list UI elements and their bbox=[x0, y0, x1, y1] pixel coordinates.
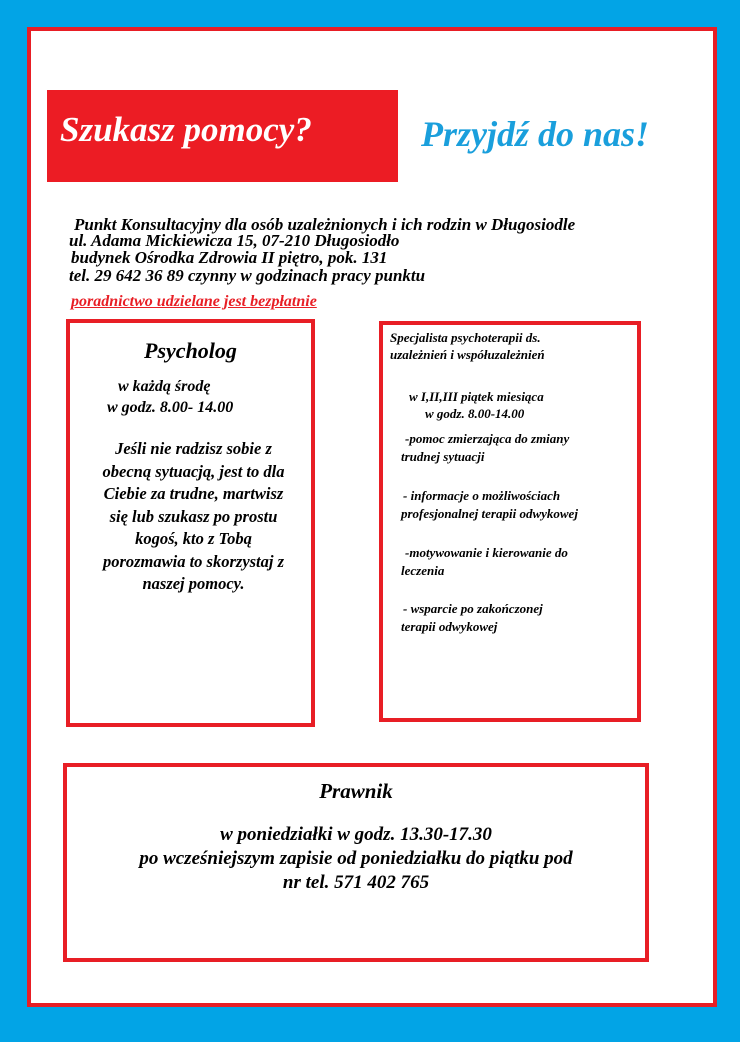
service-line: trudnej sytuacji bbox=[401, 449, 485, 464]
info-line-building: budynek Ośrodka Zdrowia II piętro, pok. 131 bbox=[71, 248, 388, 267]
psycholog-desc-line: obecną sytuacją, jest to dla bbox=[102, 461, 285, 481]
info-line-address: ul. Adama Mickiewicza 15, 07-210 Długosiodło bbox=[69, 231, 400, 250]
free-notice: poradnictwo udzielane jest bezpłatnie bbox=[71, 293, 317, 310]
header-subtitle: Przyjdź do nas! bbox=[421, 114, 650, 154]
psycholog-title: Psycholog bbox=[144, 338, 237, 363]
info-line-org: Punkt Konsultacyjny dla osób uzależnionych i ich rodzin w Długosiodle bbox=[74, 215, 576, 234]
service-line: - wsparcie po zakończonej bbox=[403, 601, 543, 616]
lawyer-title: Prawnik bbox=[319, 779, 393, 803]
specialist-service-4 bbox=[401, 600, 543, 636]
service-line: -pomoc zmierzająca do zmiany bbox=[405, 431, 570, 446]
psycholog-schedule-hours: w godz. 8.00- 14.00 bbox=[107, 399, 234, 416]
psycholog-desc-line: się lub szukasz po prostu bbox=[109, 506, 278, 526]
specialist-service-1 bbox=[401, 430, 569, 466]
lawyer-booking: po wcześniejszym zapisie od poniedziałku do piątku pod bbox=[139, 848, 573, 869]
psycholog-desc-line: naszej pomocy. bbox=[142, 574, 245, 593]
info-line-phone: tel. 29 642 36 89 czynny w godzinach pracy punktu bbox=[69, 266, 426, 285]
specialist-schedule-day: w I,II,III piątek miesiąca bbox=[409, 389, 544, 404]
lawyer-phone: nr tel. 571 402 765 bbox=[282, 872, 430, 893]
specialist-title-line: uzależnień i współuzależnień bbox=[390, 347, 545, 362]
lawyer-details bbox=[67, 823, 645, 895]
service-line: terapii odwykowej bbox=[401, 619, 498, 634]
psycholog-desc-line: kogoś, kto z Tobą bbox=[135, 529, 252, 548]
specialist-schedule-hours: w godz. 8.00-14.00 bbox=[425, 406, 525, 421]
psycholog-desc-line: porozmawia to skorzystaj z bbox=[102, 551, 285, 571]
service-line: - informacje o możliwościach bbox=[403, 488, 561, 503]
psycholog-schedule-day: w każdą środę bbox=[118, 378, 211, 395]
service-line: profesjonalnej terapii odwykowej bbox=[401, 506, 578, 521]
psycholog-desc-line: Jeśli nie radzisz sobie z bbox=[115, 439, 272, 458]
specialist-title bbox=[390, 329, 545, 363]
psycholog-desc-line: Ciebie za trudne, martwisz bbox=[103, 484, 284, 503]
specialist-service-3 bbox=[401, 544, 568, 580]
psycholog-description bbox=[70, 438, 317, 596]
service-line: leczenia bbox=[401, 563, 445, 578]
specialist-service-2 bbox=[401, 487, 578, 523]
specialist-title-line: Specjalista psychoterapii ds. bbox=[390, 330, 541, 345]
header-title: Szukasz pomocy? bbox=[60, 110, 312, 149]
lawyer-hours: w poniedziałki w godz. 13.30-17.30 bbox=[220, 824, 492, 845]
service-line: -motywowanie i kierowanie do bbox=[405, 545, 568, 560]
